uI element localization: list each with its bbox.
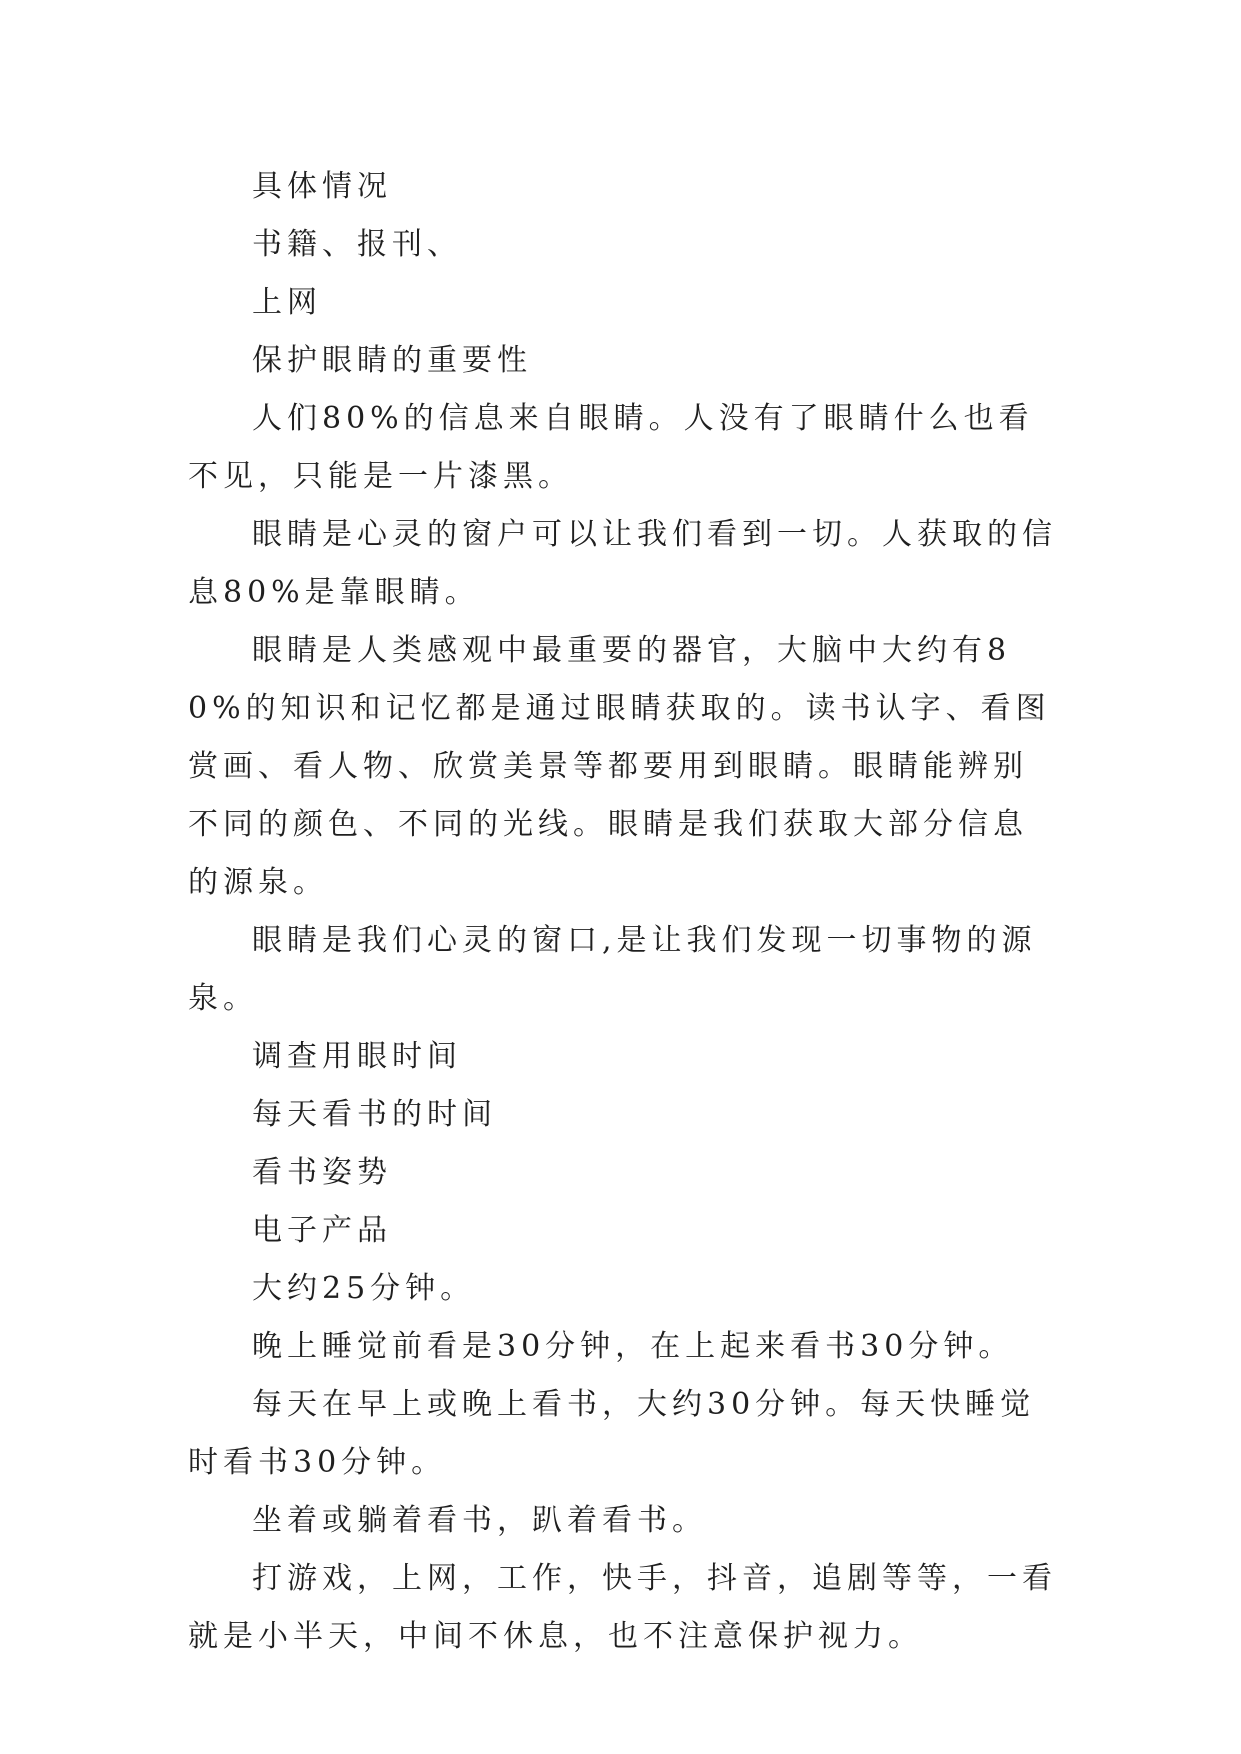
paragraph-about-25-minutes: 大约25分钟。 (252, 1271, 476, 1306)
paragraph-eyes-source: 眼睛是我们心灵的窗口,是让我们发现一切事物的源泉。 (188, 923, 1037, 1016)
paragraph-electronic-products: 电子产品 (252, 1213, 392, 1248)
paragraph-reading-posture: 看书姿势 (252, 1155, 392, 1190)
paragraph-books-newspapers: 书籍、报刊、 (252, 227, 462, 262)
paragraph-heading-specific-situation: 具体情况 (252, 169, 392, 204)
paragraph-games-internet: 打游戏，上网，工作，快手，抖音，追剧等等，一看就是小半天，中间不休息，也不注意保护视力。 (188, 1561, 1057, 1654)
paragraph-heading-survey-eye-time: 调查用眼时间 (252, 1039, 462, 1074)
paragraph-sitting-or-lying: 坐着或躺着看书，趴着看书。 (252, 1503, 707, 1538)
paragraph-eyes-most-important-organ: 眼睛是人类感观中最重要的器官，大脑中大约有80%的知识和记忆都是通过眼睛获取的。读书认字、看图赏画、看人物、欣赏美景等都要用到眼睛。眼睛能辨别不同的颜色、不同的光线。眼睛是我们获取大部分信息的源泉。 (188, 633, 1051, 900)
paragraph-eyes-window-of-soul: 眼睛是心灵的窗户可以让我们看到一切。人获取的信息80%是靠眼睛。 (188, 517, 1057, 610)
paragraph-internet: 上网 (252, 285, 322, 320)
paragraph-evening-30-minutes: 晚上睡觉前看是30分钟，在上起来看书30分钟。 (252, 1329, 1014, 1364)
paragraph-daily-reading-time: 每天看书的时间 (252, 1097, 497, 1132)
paragraph-morning-or-evening: 每天在早上或晚上看书，大约30分钟。每天快睡觉时看书30分钟。 (188, 1387, 1036, 1480)
paragraph-heading-eye-protection-importance: 保护眼睛的重要性 (252, 343, 532, 378)
paragraph-info-from-eyes: 人们80%的信息来自眼睛。人没有了眼睛什么也看不见，只能是一片漆黑。 (188, 401, 1034, 494)
document-body (188, 158, 1058, 1666)
